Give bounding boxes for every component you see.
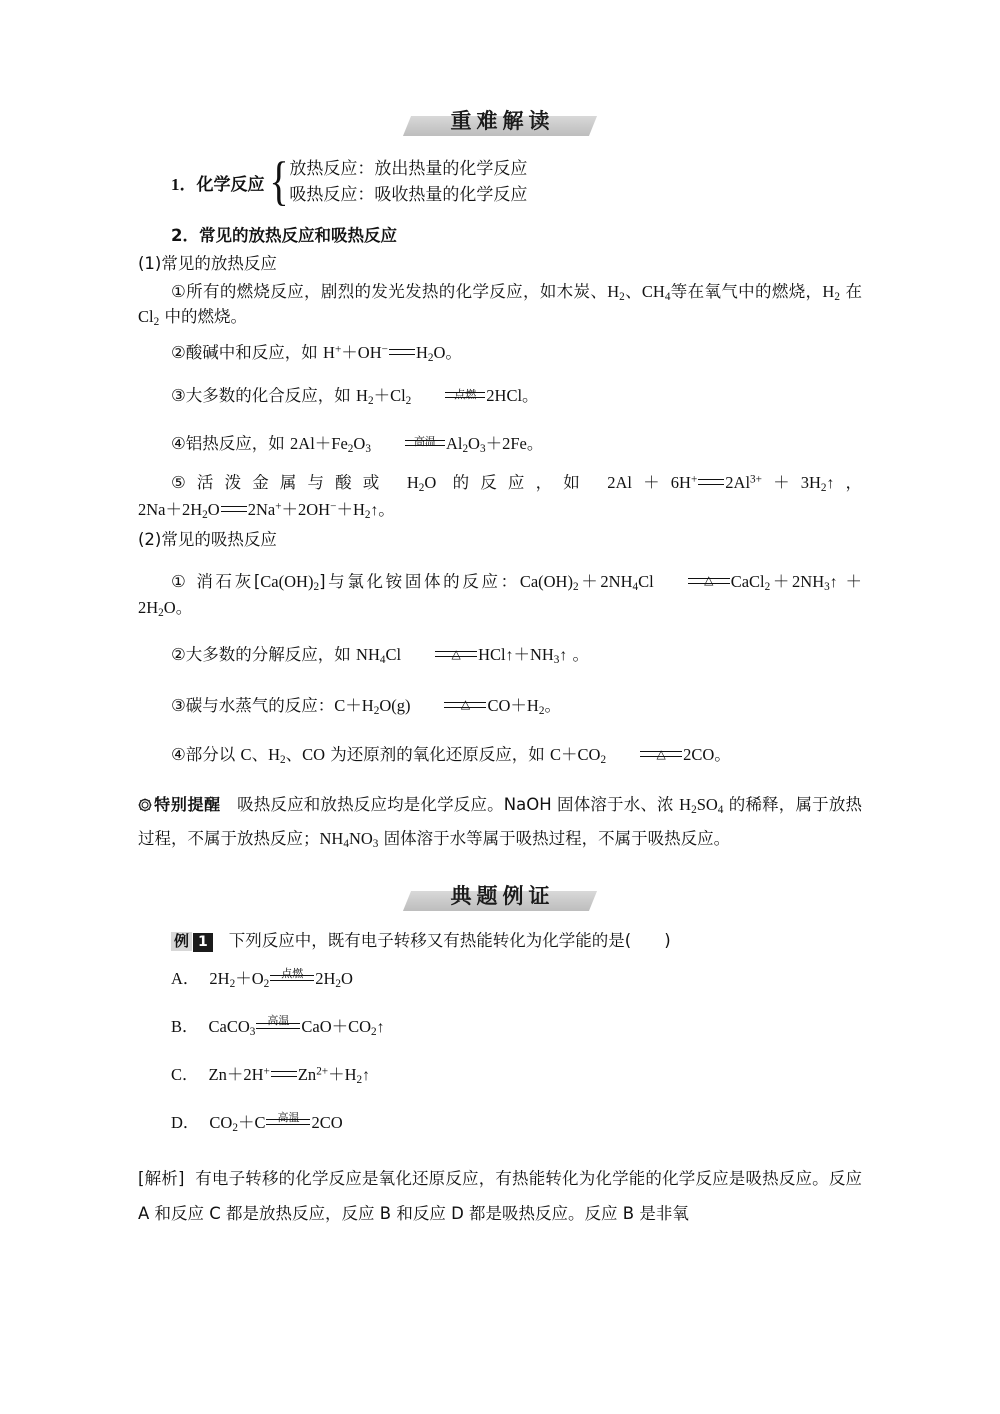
item-1-label xyxy=(171,170,265,195)
option-a-equation: $2H_2+O_2$ 点燃 $2H_2O$ xyxy=(209,966,353,991)
special-reminder-block xyxy=(138,788,862,856)
brace-line-exothermic: 放热反应：放出热量的化学反应 xyxy=(289,159,528,179)
exothermic-item-5: ⑤活泼金属与酸或 $H_2O$ 的反应，如 2Al＋6H+ $2Al^{3+}+3H_2↑$，$2Na+2H_2O$ $2Na^++2OH^-+H_2↑$。 xyxy=(138,473,862,521)
option-c[interactable] xyxy=(138,1058,862,1092)
condition-delta-2: △ xyxy=(451,646,461,661)
special-reminder-body: 吸热反应和放热反应均是化学反应。NaOH 固体溶于水、浓 $H_2SO_4$ 的稀释，属于放热过程，不属于放热反应；$NH_4NO_3$ 固体溶于水等属于吸热过程，不属于吸热反应。 xyxy=(138,794,862,850)
option-c-equation: Zn＋2H+ $Zn^{2+}+H_2↑$ xyxy=(208,1064,370,1087)
banner-title-2: 典题例证 xyxy=(450,884,555,909)
banner-shape-2 xyxy=(407,883,593,909)
exothermic-item-3: ③大多数的化合反应，如 $H_2+Cl_2$ 点燃 2HCl。 xyxy=(171,386,539,408)
condition-ignite-1: 点燃 xyxy=(454,387,477,401)
example-tag-number: 1 xyxy=(193,933,213,952)
example-question-header xyxy=(138,927,862,952)
condition-delta-4: △ xyxy=(656,746,666,761)
item-2-heading: 2．常见的放热反应和吸热反应 xyxy=(171,225,397,245)
equation-nh4cl-decomp: $NH_4Cl$ △ $HCl↑+NH_3↑$ xyxy=(356,645,568,667)
brace-glyph: { xyxy=(268,151,289,212)
option-c-label: C． xyxy=(171,1065,199,1084)
equation-thermite: $2Al+Fe_2O_3$ 高温 $Al_2O_3+2Fe$ xyxy=(290,433,527,456)
item-1-number: 1． xyxy=(171,174,197,194)
gear-icon xyxy=(138,790,152,804)
condition-high-temp-1: 高温 xyxy=(413,435,436,449)
sub-heading-endothermic: (2)常见的吸热反应 xyxy=(138,530,277,550)
equation-carbon-steam: $C+H_2O(g)$ △ $CO+H_2$ xyxy=(334,695,545,717)
exothermic-item-4: ④铝热反应，如 $2Al+Fe_2O_3$ 高温 $Al_2O_3+2Fe$。 xyxy=(171,433,544,456)
analysis-tag: [解析] xyxy=(138,1169,185,1189)
analysis-block xyxy=(138,1162,862,1231)
condition-delta-1: △ xyxy=(704,573,714,588)
brace-content xyxy=(289,156,527,209)
special-reminder-heading: 特别提醒 xyxy=(154,794,221,814)
condition-ignite-option-a: 点燃 xyxy=(281,966,304,980)
brace-line-endothermic: 吸热反应：吸收热量的化学反应 xyxy=(289,185,528,206)
equation-hcl-synthesis: $H_2+Cl_2$ 点燃 2HCl xyxy=(356,386,523,408)
page-content xyxy=(138,100,862,1232)
option-b-equation: CaCO$_3$ 高温 $CaO+CO_2↑$ xyxy=(208,1014,385,1039)
option-b-label: B． xyxy=(171,1017,199,1036)
condition-delta-3: △ xyxy=(460,697,471,712)
option-d[interactable] xyxy=(138,1106,862,1140)
exothermic-item-2: ②酸碱中和反应，如 H+＋OH− $H_2O$。 xyxy=(171,342,462,364)
endothermic-item-1: ① 消石灰$[Ca(OH)_2]$与氯化铵固体的反应：$Ca(OH)_2+2NH_4Cl$ △ $CaCl_2+2NH_3↑ + 2H_2O$。 xyxy=(138,571,863,619)
banner-shape xyxy=(407,108,593,134)
section-banner-zhongnanjiedu xyxy=(138,100,862,146)
example-question-text: 下列反应中，既有电子转移又有热能转化为化学能的是( ) xyxy=(228,931,671,951)
equation-na-water: $2Na+2H_2O$ $2Na^++2OH^-+H_2↑$ xyxy=(138,499,379,521)
analysis-text: 有电子转移的化学反应是氧化还原反应，有热能转化为化学能的化学反应是吸热反应。反应 A 和反应 C 都是放热反应，反应 B 和反应 D 都是吸热反应。反应 B 是非氧 xyxy=(138,1169,863,1223)
option-d-label: D． xyxy=(171,1113,200,1132)
equation-neutralization: H+＋OH− $H_2O$ xyxy=(323,342,446,364)
section-banner-diantiliezheng xyxy=(138,875,862,921)
item-1-chemical-reaction xyxy=(138,151,862,212)
example-tag-label: 例 xyxy=(171,932,192,951)
option-a[interactable] xyxy=(138,962,862,996)
option-a-label: A． xyxy=(171,969,200,988)
equation-caoh2-nh4cl: $Ca(OH)_2+2NH_4Cl$ △ $CaCl_2+2NH_3↑$ xyxy=(519,571,838,593)
endothermic-item-4: ④部分以 C、$H_2$、CO 为还原剂的氧化还原反应，如 $C+CO_2$ △ 2CO。 xyxy=(171,745,731,767)
condition-high-temp-option-b: 高温 xyxy=(267,1014,290,1028)
option-d-equation: $CO_2+C$ 高温 2CO xyxy=(209,1110,343,1135)
banner-title-1: 重难解读 xyxy=(450,109,555,133)
sub-heading-exothermic: (1)常见的放热反应 xyxy=(138,254,277,274)
option-b[interactable] xyxy=(138,1010,862,1044)
condition-high-temp-option-d: 高温 xyxy=(277,1110,300,1124)
endothermic-item-3: ③碳与水蒸气的反应：$C+H_2O(g)$ △ $CO+H_2$。 xyxy=(171,695,561,717)
equation-c-co2: $C+CO_2$ △ 2CO xyxy=(550,745,715,767)
item-1-title: 化学反应 xyxy=(196,174,265,195)
exothermic-item-1: ①所有的燃烧反应，剧烈的发光发热的化学反应，如木炭、$H_2$、$CH_4$等在氧气中的燃烧，$H_2$ 在 $Cl_2$ 中的燃烧。 xyxy=(138,281,863,329)
equation-al-acid: 2Al＋6H+ $2Al^{3+}+3H_2↑$ xyxy=(607,473,835,495)
endothermic-item-2: ②大多数的分解反应，如 $NH_4Cl$ △ $HCl↑+NH_3↑$ 。 xyxy=(171,645,589,667)
